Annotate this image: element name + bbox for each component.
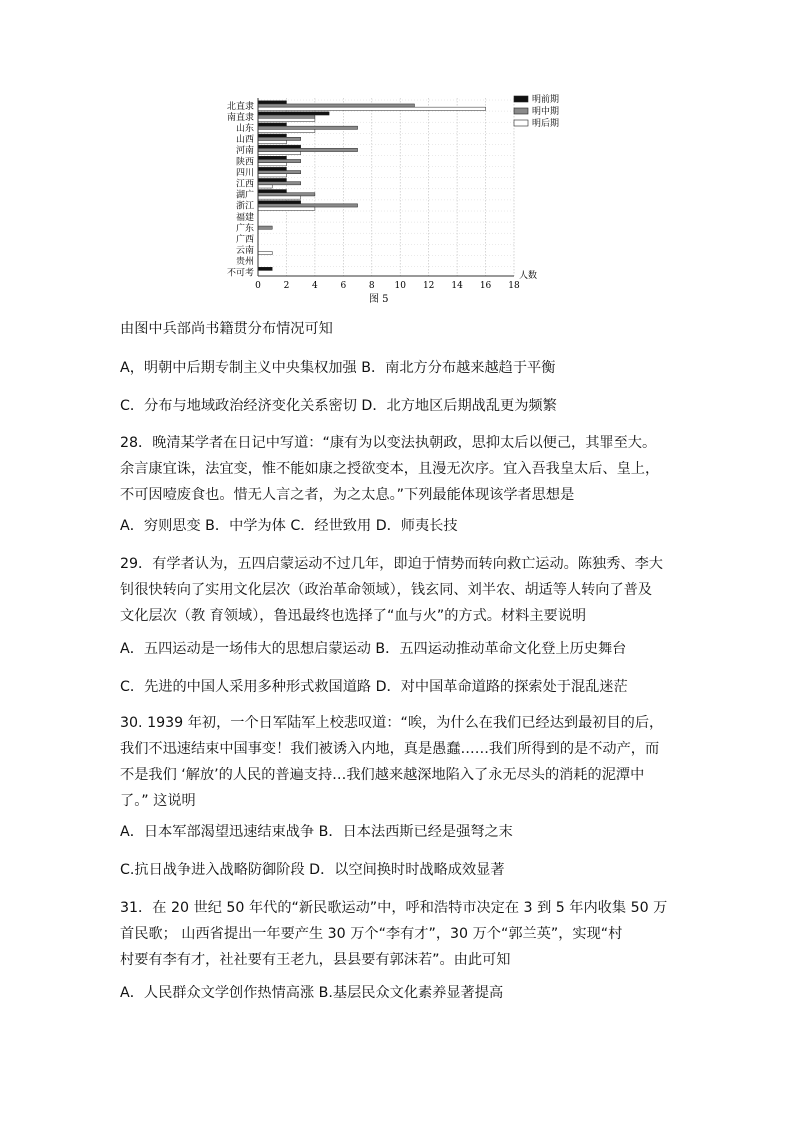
x-tick-label: 8 [368,281,375,291]
bar-四川-明前期 [258,167,286,170]
legend-swatch [514,108,528,114]
q27-options-line-2: C．分布与地域政治经济变化关系密切 D．北方地区后期战乱更为频繁 [120,398,557,414]
question-28 [120,430,680,508]
q31-line-1: 31．在 20 世纪 50 年代的“新民歌运动”中，呼和浩特市决定在 3 到 5 年内收集 50 万 [120,900,668,916]
bar-北直隶-明中期 [258,104,414,107]
category-label: 北直隶 [226,101,254,112]
bar-江西-明后期 [258,185,272,188]
category-label: 广东 [235,223,254,234]
x-tick-label: 18 [508,281,520,291]
q29-line-3: 文化层次（教 育领域），鲁迅最终也选择了“血与火”的方式。材料主要说明 [120,608,587,624]
q30-line-3: 不是我们 ‘解放’的人民的普遍支持…我们越来越深地陷入了永无尽头的消耗的泥潭中 [120,767,645,783]
q30-line-4: 了。” 这说明 [120,793,196,809]
bar-山东-明后期 [258,129,315,132]
category-label: 湖广 [235,190,254,201]
x-tick-label: 16 [479,281,492,291]
bar-广东-明中期 [258,226,272,229]
bar-云南-明后期 [258,251,272,254]
bar-四川-明中期 [258,171,301,174]
bar-陕西-明前期 [258,156,286,159]
q30-line-2: 我们不迅速结束中国事变！我们被诱入内地，真是愚蠢……我们所得到的是不动产，而 [120,741,660,757]
bar-北直隶-明后期 [258,107,486,110]
q30-options-line-1: A．日本军部渴望迅速结束战争 B．日本法西斯已经是强弩之末 [120,824,513,840]
bar-浙江-明中期 [258,204,358,207]
bar-南直隶-明前期 [258,112,329,115]
legend-label: 明后期 [532,119,560,129]
x-tick-label: 10 [394,281,406,291]
bar-河南-明中期 [258,148,358,151]
category-label: 山东 [235,123,254,134]
q30-options-line-2: C.抗日战争进入战略防御阶段 D．以空间换时时战略成效显著 [120,862,505,878]
bar-浙江-明后期 [258,207,315,210]
category-label: 云南 [235,246,254,257]
category-label: 陕西 [235,157,254,168]
x-tick-label: 0 [255,281,261,291]
category-label: 福建 [235,212,254,223]
bar-北直隶-明前期 [258,101,286,104]
q28-line-2: 余言康宜诛，法宜变，惟不能如康之授欲变本，且漫无次序。宜入吾我皇太后、皇上， [120,461,660,477]
q31-line-3: 村要有李有才，社社要有王老九，县县要有郭沫若”。由此可知 [120,952,511,968]
category-label: 四川 [235,168,254,179]
legend-swatch [514,96,528,102]
x-tick-label: 14 [451,281,463,291]
category-labels [227,100,254,279]
category-label: 不可考 [226,268,254,279]
category-label: 贵州 [235,257,254,268]
chart-legend [514,93,559,129]
bar-山东-明前期 [258,123,286,126]
x-tick-labels [255,281,520,291]
legend-label: 明前期 [532,95,560,105]
q28-options: A．穷则思变 B．中学为体 C．经世致用 D．师夷长技 [120,518,458,534]
x-axis-label: 人数 [519,271,538,281]
q29-options-line-1: A．五四运动是一场伟大的思想启蒙运动 B．五四运动推动革命文化登上历史舞台 [120,641,627,657]
category-label: 广西 [235,234,254,245]
bar-南直隶-明中期 [258,115,315,118]
q28-line-1: 28．晚清某学者在日记中写道：“康有为以变法执朝政，思抑太后以便己，其罪至大。 [120,435,657,451]
bar-不可考-明前期 [258,267,272,270]
q29-line-1: 29．有学者认为，五四启蒙运动不过几年，即迫于情势而转向救亡运动。陈独秀、李大 [120,556,663,572]
bar-山西-明后期 [258,140,286,143]
q31-line-2: 首民歌； 山西省提出一年要产生 30 万个“李有才”，30 万个“郭兰英”，实现“村 [120,926,623,942]
figure-caption: 图 5 [369,294,389,305]
x-tick-label: 4 [312,281,318,291]
x-tick-label: 12 [422,281,435,291]
x-tick-label: 6 [340,281,347,291]
question-30 [120,710,680,814]
question-27-stem: 由图中兵部尚书籍贯分布情况可知 [120,321,333,337]
bar-陕西-明中期 [258,159,301,162]
bar-湖广-明后期 [258,196,301,199]
category-label: 山西 [235,135,254,146]
q27-options-line-1: A，明朝中后期专制主义中央集权加强 B．南北方分布越来越趋于平衡 [120,360,556,376]
q29-options-line-2: C．先进的中国人采用多种形式救国道路 D．对中国革命道路的探索处于混乱迷茫 [120,679,628,695]
q28-line-3: 不可因噎废食也。惜无人言之者，为之太息。”下列最能体现该学者思想是 [120,487,575,503]
bar-chart [214,92,574,310]
legend-swatch [514,120,528,126]
bar-山东-明中期 [258,126,358,129]
q30-line-1: 30. 1939 年初，一个日军陆军上校悲叹道：“唉，为什么在我们已经达到最初目的后， [120,715,664,731]
bar-江西-明中期 [258,182,301,185]
category-label: 浙江 [235,201,254,212]
x-tick-label: 2 [283,281,290,291]
chart-grid [258,98,514,276]
bar-山西-明前期 [258,134,286,137]
legend-label: 明中期 [532,107,560,117]
q29-line-2: 钊很快转向了实用文化层次（政治革命领域），钱玄同、刘半农、胡适等人转向了普及 [120,582,653,598]
bar-浙江-明前期 [258,201,301,204]
bar-南直隶-明后期 [258,118,315,121]
bar-山西-明中期 [258,137,301,140]
bar-湖广-明前期 [258,190,286,193]
question-29 [120,551,680,629]
bar-江西-明前期 [258,178,286,181]
category-label: 河南 [235,146,254,157]
q31-options: A．人民群众文学创作热情高涨 B.基层民众文化素养显著提高 [120,985,504,1001]
bar-四川-明后期 [258,174,286,177]
bar-河南-明前期 [258,145,301,148]
bar-河南-明后期 [258,152,301,155]
bar-陕西-明后期 [258,163,286,166]
category-label: 江西 [235,179,254,190]
bar-湖广-明中期 [258,193,315,196]
category-label: 南直隶 [226,112,254,123]
question-31 [120,895,680,973]
